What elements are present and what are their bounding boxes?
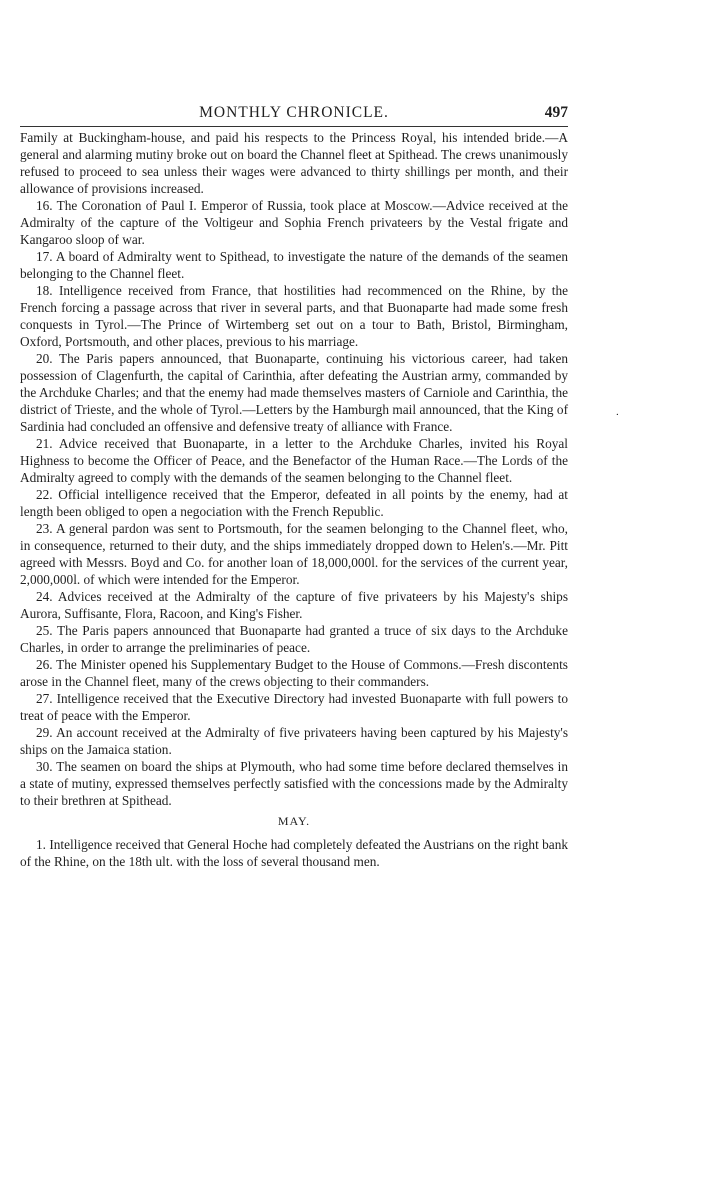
margin-mark: . [616, 406, 619, 418]
entry-23: 23. A general pardon was sent to Portsmouth, for the seamen belonging to the Channel fleet, who, in consequence, returned to their duty, and the ships immediately dropped down to Helen's.—Mr. Pitt agreed with Messrs. Boyd and Co. for another loan of 18,000,000l. for the services of the current year, 2,000,000l. of which were intended for the Emperor. [20, 521, 568, 587]
entry-22: 22. Official intelligence received that the Emperor, defeated in all points by the enemy, had at length been obliged to open a negociation with the French Republic. [20, 487, 568, 519]
running-title: MONTHLY CHRONICLE. [199, 104, 389, 121]
may-entry-1: 1. Intelligence received that General Hoche had completely defeated the Austrians on the right bank of the Rhine, on the 18th ult. with the loss of several thousand men. [20, 837, 568, 869]
entry-21: 21. Advice received that Buonaparte, in a letter to the Archduke Charles, invited his Royal Highness to become the Officer of Peace, and the Benefactor of the Human Race.—The Lords of the Admiralty agreed to comply with the demands of the seamen belonging to the Channel fleet. [20, 436, 568, 485]
entry-26: 26. The Minister opened his Supplementary Budget to the House of Commons.—Fresh discontents arose in the Channel fleet, many of the crews objecting to their commanders. [20, 657, 568, 689]
entry-24: 24. Advices received at the Admiralty of the capture of five privateers by his Majesty's ships Aurora, Suffisante, Flora, Racoon, and King's Fisher. [20, 589, 568, 621]
page-number: 497 [544, 104, 568, 121]
entry-20: 20. The Paris papers announced, that Buonaparte, continuing his victorious career, had taken possession of Clagenfurth, the capital of Carinthia, after defeating the Austrian army, commanded by the Archduke Charles; and that the enemy had made themselves masters of Carniole and Carinthia, the district of Trieste, and the whole of Tyrol.—Letters by the Hamburgh mail announced, that the King of Sardinia had concluded an offensive and defensive treaty of alliance with France. [20, 351, 568, 434]
entry-29: 29. An account received at the Admiralty of five privateers having been captured by his Majesty's ships on the Jamaica station. [20, 725, 568, 757]
book-page [20, 100, 568, 870]
header-rule [20, 126, 568, 127]
entry-18: 18. Intelligence received from France, that hostilities had recommenced on the Rhine, by the French forcing a passage across that river in several parts, and that Buonaparte had made some fresh conquests in Tyrol.—The Prince of Wirtemberg set out on a tour to Bath, Bristol, Birmingham, Oxford, Portsmouth, and other places, previous to his marriage. [20, 283, 568, 349]
entry-27: 27. Intelligence received that the Executive Directory had invested Buonaparte with full powers to treat of peace with the Emperor. [20, 691, 568, 723]
section-heading-may: MAY. [277, 814, 311, 828]
entry-30: 30. The seamen on board the ships at Plymouth, who had some time before declared themselves in a state of mutiny, expressed themselves perfectly satisfied with the concessions made by the Admiralty to their brethren at Spithead. [20, 759, 568, 808]
chronicle-body [20, 129, 568, 870]
entry-17: 17. A board of Admiralty went to Spithead, to investigate the nature of the demands of the seamen belonging to the Channel fleet. [20, 249, 568, 281]
entry-25: 25. The Paris papers announced that Buonaparte had granted a truce of six days to the Archduke Charles, in order to arrange the preliminaries of peace. [20, 623, 568, 655]
entry-16: 16. The Coronation of Paul I. Emperor of Russia, took place at Moscow.—Advice received at the Admiralty of the capture of the Voltigeur and Sophia French privateers by the Vestal frigate and Kangaroo sloop of war. [20, 198, 568, 247]
entry-continuation: Family at Buckingham-house, and paid his respects to the Princess Royal, his intended bride.—A general and alarming mutiny broke out on board the Channel fleet at Spithead. The crews unanimously refused to proceed to sea unless their wages were advanced to thirty shillings per month, and their allowance of provisions increased. [20, 130, 568, 196]
page-header [20, 100, 568, 124]
